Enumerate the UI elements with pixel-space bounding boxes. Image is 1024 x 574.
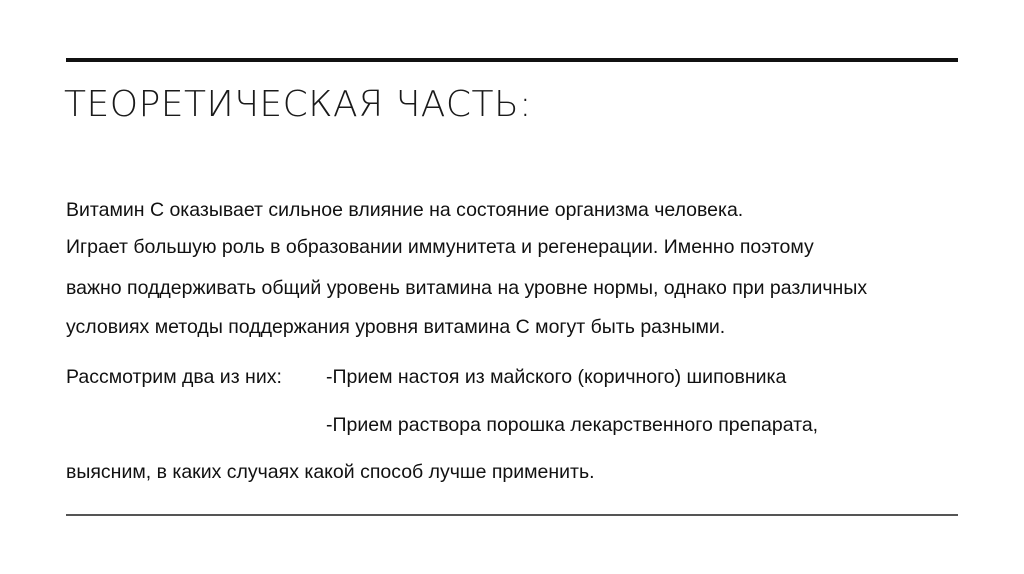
method-item: -Прием раствора порошка лекарственного препарата, (326, 414, 819, 436)
slide-title: ТЕОРЕТИЧЕСКАЯ ЧАСТЬ: (64, 84, 532, 125)
bottom-rule (66, 514, 958, 516)
conclusion-text: выясним, в каких случаях какой способ лучше применить. (66, 461, 595, 483)
consider-label: Рассмотрим два из них: (66, 366, 282, 388)
method-item: -Прием настоя из майского (коричного) шиповника (326, 366, 787, 388)
paragraph-line: важно поддерживать общий уровень витамина на уровне нормы, однако при различных (66, 277, 868, 299)
paragraph-line: условиях методы поддержания уровня витамина С могут быть разными. (66, 316, 726, 338)
paragraph-line: Витамин С оказывает сильное влияние на состояние организма человека. (66, 199, 744, 221)
paragraph-line: Играет большую роль в образовании иммунитета и регенерации. Именно поэтому (66, 236, 814, 258)
title-top-rule (66, 58, 958, 62)
